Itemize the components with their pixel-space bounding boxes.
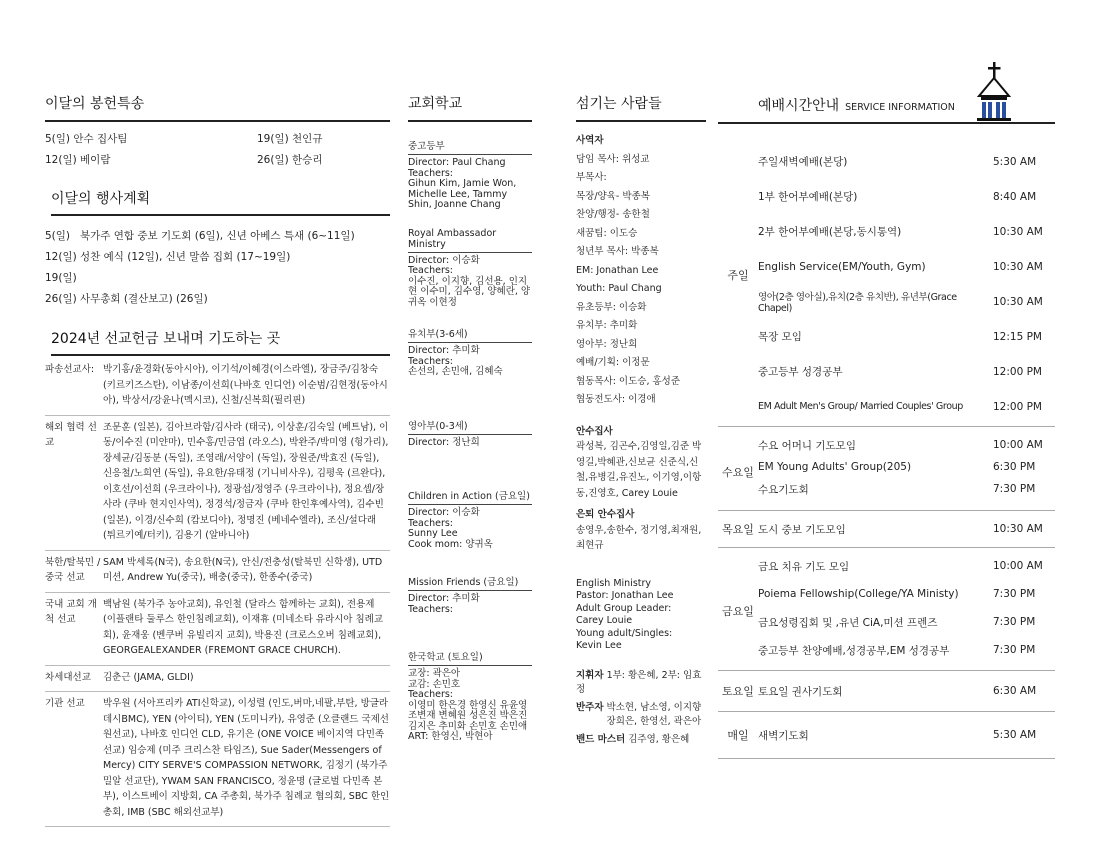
mission-row: 차세대선교 김춘근 (JAMA, GLDI) [45, 666, 390, 693]
mission-row: 해외 협력 선교 조문훈 (일본), 김아브라함/김사라 (태국), 이상훈/김숙일 (베트남), 이동/이수진 (미얀마), 민수홍/민금엽 (라오스), 박완주/박미영 (헝가리), 장세균/김동분 (독일), 조영래/서양이 (독일), 장원준/박효진 (독일), 신응철/노희연 (독일), 유요한/유태정 (기니비사우), 김평욱 (르완다), 이호선/이선희 (우크라이나), 정광섭/정영주 (우크라이나), 정요셉/장사라 (쿠바 현지인사역), 정경석/정금자 (쿠바 한인후예사역), 김수빈 (일본), 이경/신수희 (캄보디아), 정명진 (베네수엘라), 조신/설다래 (튀르키예/터키), 김용기 (알바니아) [45, 416, 390, 551]
service-item: 목장 모임 12:15 PM [758, 330, 1042, 343]
school-section: 유치부(3-6세) Director: 추미화 Teachers: 손선의, 손민애, 김혜숙 [408, 326, 532, 378]
staff-item: 협동목사: 이도승, 홍성준 [576, 375, 681, 387]
offering-list [45, 131, 390, 167]
service-subtitle: SERVICE INFORMATION [845, 102, 955, 113]
service-item: English Service(EM/Youth, Gym) 10:30 AM [758, 260, 1043, 273]
events-header [51, 188, 390, 216]
staff-item: 협동전도사: 이경애 [576, 394, 656, 405]
column-servants [576, 0, 706, 747]
service-block-wednesday: 수요일 수요 어머니 기도모임 10:00 AM EM Young Adults' Group(205) 6:30 PM 수요기도회 7:30 PM [718, 427, 1055, 511]
staff-item: 담임 목사: 위성교 [576, 153, 650, 165]
mission-row: 북한/탈북민 /중국 선교 SAM 박세록(N국), 송요한(N국), 안신/전충성(탈북민 신학생), UTD미션, Andrew Yu(중국), 배충(중국), 한종수(중국) [45, 551, 390, 593]
staff-item: 찬양/행정- 송한철 [576, 209, 650, 220]
church-school-title: 교회학교 [408, 96, 463, 112]
offering-item: 19(일) 천인규 [257, 133, 323, 145]
school-section: Royal Ambassador Ministry Director: 이승화 Teachers: 이수진, 이지향, 김선용, 인지현 이수미, 김수영, 양혜란, 양귀옥 이현정 [408, 227, 531, 308]
service-item: 1부 한어부예배(본당) 8:40 AM [758, 190, 1037, 203]
mission-row: 기관 선교 박우원 (서아프리카 ATI신학교), 이성렬 (인도,버마,네팔,부탄, 방글라데시BMC), YEN (아이티), YEN (도미니카), 유영준 (오클랜드 국제선원선교), 나바호 인디언 CLD, 유기은 (ONE VOICE 베이지역 다민족 선교) 임승제 (미주 크리스찬 타임즈), Sue Sader(Messengers of Mercy) CITY SERVE'S COMPASSION NETWORK, 김정기 (북가주 밀알 선교단), YWAM SAN FRANCISCO, 정윤명 (글로벌 다민족 본부), 이스트베이 지방회, CA 주총회, 북가주 침례교 협의회, SBC 한인 총회, IMB (SBC 해외선교부) [45, 692, 390, 827]
church-school-header [408, 93, 532, 122]
service-block-saturday: 토요일 토요일 권사기도회 6:30 AM [718, 671, 1055, 712]
servants-header [576, 93, 706, 122]
event-row: 5(일) 북가주 연합 중보 기도회 (6일), 신년 아베스 특새 (6~11일) [45, 230, 355, 242]
missions-table [45, 358, 390, 827]
deacons: 안수집사 곽성복, 김곤수,김영일,김준 박영길,박혜관,신보균 신준식,신철,유병길,유진노, 이기영,이항동,진영호, Carey Louie [576, 425, 702, 499]
school-section: Children in Action (금요일) Director: 이승화 Teachers: Sunny Lee Cook mom: 양귀옥 [408, 488, 532, 550]
column-church-school [408, 0, 532, 743]
service-item: 중고등부 찬양예배,성경공부,EM 성경공부 7:30 PM [758, 644, 1036, 657]
service-item: 토요일 권사기도회 6:30 AM [758, 685, 1037, 698]
service-header [718, 60, 1055, 124]
service-item: 중고등부 성경공부 12:00 PM [758, 365, 1042, 378]
service-item: 새벽기도회 5:30 AM [758, 729, 1037, 742]
missions-header [51, 328, 390, 356]
staff-item: 영아부: 정난희 [576, 338, 638, 350]
service-title: 예배시간안내 [758, 98, 840, 114]
service-item: 영아(2층 영아실),유치(2층 유치반), 유년부(Grace Chapel) 10:30 AM [758, 292, 1043, 314]
events-list [45, 228, 390, 306]
service-block-thursday: 목요일 도시 중보 기도모임 10:30 AM [718, 511, 1055, 548]
service-item: 수요기도회 7:30 PM [758, 483, 1036, 496]
staff-item: Youth: Paul Chang [576, 283, 662, 294]
music-team: 지휘자 1부: 황은혜, 2부: 임효정 반주자 박소현, 남소영, 이지향 장희은, 한영선, 곽은아 밴드 마스터 김주영, 황은혜 [576, 669, 702, 745]
event-row: 26(일) 사무총회 (결산보고) (26일) [45, 293, 208, 305]
service-item: 도시 중보 기도모임 10:30 AM [758, 523, 1043, 536]
service-item: 2부 한어부예배(본당,동시통역) 10:30 AM [758, 225, 1043, 238]
staff-item: 부목사: [576, 172, 607, 183]
staff-list: 사역자 담임 목사: 위성교 부목사: 목장/양육- 박종복 찬양/행정- 송한철 새꿈팀: 이도승 청년부 목사: 박종복 EM: Jonathan Lee Youth: Paul Chang 유초등부: 이승화 유치부: 추미화 영아부: 정난희 예배/기획: 이정문 협동목사: 이도승, 홍성준 협동전도사: 이경애 [576, 132, 706, 410]
staff-item: 새꿈팀: 이도승 [576, 227, 638, 239]
service-block-daily: 매일 새벽기도회 5:30 AM [718, 712, 1055, 759]
staff-item: 예배/기획: 이정문 [576, 357, 650, 368]
event-row: 12(일) 성찬 예식 (12일), 신년 말씀 집회 (17~19일) [45, 251, 291, 263]
column-service-info [718, 0, 1055, 759]
service-item: 금요 치유 기도 모임 10:00 AM [758, 560, 1043, 573]
church-icon [973, 60, 1015, 122]
offering-header [45, 93, 390, 122]
staff-item: 유치부: 추미화 [576, 320, 638, 331]
school-section: 중고등부 Director: Paul Chang Teachers: Gihun Kim, Jamie Won, Michelle Lee, Tammy Shin, Joanne Chang [408, 138, 532, 211]
retired-deacons: 은퇴 안수집사 송영우,송한수, 정기영,최재원,최현규 [576, 509, 702, 551]
english-ministry: English Ministry Pastor: Jonathan Lee Adult Group Leader: Carey Louie Young adult/Singles: Kevin Lee [576, 577, 674, 651]
service-block-friday: 금요일 금요 치유 기도 모임 10:00 AM Poiema Fellowship(College/YA Ministy) 7:30 PM 금요성령집회 및 ,유년 CiA,미션 프렌즈 7:30 PM 중고등부 찬양예배,성경공부,EM 성경공부 7:30 PM [718, 548, 1055, 671]
service-item: EM Adult Men's Group/ Married Couples' Group 12:00 PM [758, 400, 1042, 413]
offering-item: 12(일) 베이람 [45, 154, 111, 166]
staff-item: 유초등부: 이승화 [576, 301, 647, 313]
servants-title: 섬기는 사람들 [576, 96, 662, 112]
service-item: 금요성령집회 및 ,유년 CiA,미션 프렌즈 7:30 PM [758, 616, 1036, 629]
service-item: 수요 어머니 기도모임 10:00 AM [758, 439, 1043, 452]
school-section: 한국학교 (토요일) 교장: 곽은아 교감: 손민호 Teachers: 이영미 한은경 한영신 유윤영 조변재 변혜원 성은진 박은진 김지은 추미화 손민호 손민애 ART: 한영신, 박현아 [408, 649, 532, 743]
missions-title: 2024년 선교헌금 보내며 기도하는 곳 [51, 328, 390, 356]
event-row: 19(일) [45, 272, 77, 284]
offering-title: 이달의 봉헌특송 [45, 96, 145, 112]
offering-item: 5(일) 안수 집사팀 [45, 133, 128, 145]
staff-item: 청년부 목사: 박종복 [576, 246, 659, 257]
service-item: Poiema Fellowship(College/YA Ministy) 7:30 PM [758, 588, 1036, 600]
service-block-sunday: 주일 주일새벽예배(본당) 5:30 AM 1부 한어부예배(본당) 8:40 AM 2부 한어부예배(본당,동시통역) 10:30 AM English Service(EM/Youth, Gym) 10:30 AM 영아(2층 영아실),유치(2층 유치반), 유년부(Grace Chapel) 10:30 AM 목장 모임 12:15 PM 중고등부 성경공부 12:00 PM EM Adult Men's Group/ Married Couples' Group 12:00 PM [718, 124, 1055, 427]
service-item: 주일새벽예배(본당) 5:30 AM [758, 155, 1037, 168]
column-announcements [45, 0, 390, 827]
mission-row: 파송선교사: 박기홍/윤경화(동아시아), 이기석/이혜경(이스라엘), 장금주/김창숙(키르키즈스탄), 이남종/이선희(나바호 인디언) 이순범/김현정(동아시아), 박상서/강윤나(멕시코), 신철/신복희(필리핀) [45, 358, 390, 416]
events-title: 이달의 행사계획 [51, 188, 390, 216]
offering-item: 26(일) 한승리 [257, 154, 323, 166]
school-section: 영아부(0-3세) Director: 정난희 [408, 418, 532, 449]
mission-row: 국내 교회 개척 선교 백남원 (북가주 농아교회), 유인철 (달라스 함께하는 교회), 전용제 (이플랜타 둘루스 한인침례교회), 이재휴 (미네소타 유라시아 침례교회), 윤재웅 (벤쿠버 유빌리지 교회), 박용진 (크로스오버 침례교회), GEORGEALEXANDER (FREMONT GRACE CHURCH). [45, 593, 390, 666]
staff-item: 목장/양육- 박종복 [576, 190, 650, 202]
service-item: EM Young Adults' Group(205) 6:30 PM [758, 461, 1036, 473]
school-section: Mission Friends (금요일) Director: 추미화 Teachers: [408, 574, 532, 615]
staff-item: EM: Jonathan Lee [576, 264, 659, 276]
